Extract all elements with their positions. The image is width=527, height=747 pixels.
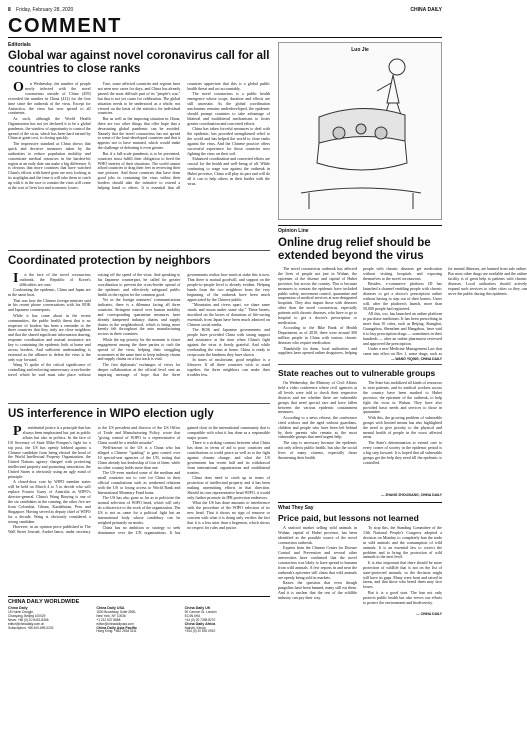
paragraph: According to the Bike Bank of Health Department, as of 2018, there were around 300 million people in China with various chronic diseases who require medication. <box>278 325 357 346</box>
paragraph: It is also important that there should be more protection of wildlife that is not on the list of state-protected animals, so the decision might still have its gaps. Many were born and raised in farms, and that those who breed them may face losses. <box>363 559 442 590</box>
paragraph: China has no ambition or strategy to seek dominance over the UN organizations. It has gained clout in the international community that is compatible with what it has done as a responsible major power. <box>97 425 270 536</box>
cartoon-body <box>387 75 399 103</box>
price-kicker: What They Say <box>278 502 442 511</box>
paragraph: The US-even marked some of the medium and small countries not to vote for China in their official consultations such as weakened relations with the US or losing access to World Bank and International Monetary Fund loans. <box>97 470 181 495</box>
price-byline: — CHINA DAILY <box>416 612 442 616</box>
editorial-article <box>8 50 270 246</box>
cartoon-ground <box>301 188 421 193</box>
section-title: COMMENT <box>8 15 122 37</box>
paragraph: All this, too, has launched an online platform to purchase medicines. It has been prescribing in more than 10 cities, such as Beijing, Shanghai, Guangzhou, Shenzhen and Hangzhou, have said it to buy prescription drugs — sometimes in their hundreds — after an online pharmacist reviewed and approved the prescription. <box>363 311 442 346</box>
paragraph: What the US has done amounts to interference with the procedure of the WIPO selection of its new head. That it shows no sign of remorse or concern with what it is doing only verifies the fact that it is a less utter than a hegemon, which shows no respect for rules and justice. <box>187 500 270 530</box>
cartoon-drawing <box>279 43 443 221</box>
paragraph: But it is a good start. The ban not only protects public health but also serves our efforts to protect the environment and biodiversity. <box>363 589 442 605</box>
editorial-body <box>8 273 270 399</box>
paragraph: In times of misfortune, good neighbor is a lifesaver. If all three countries wish to stand together, the three neighbors can make their troubles less. <box>187 356 270 377</box>
paragraph: The novel coronavirus outbreak has affected the lives of people not just in Wuhan, the epicenter of the disease and capital of Hubei province, but across the country. This is because measures to contain the epidemic have included public safety, movement control, quarantine and suspension of medical services at non-designated hospitals. They also impact those with diseases other than the novel coronavirus, especially patients with chronic diseases, who have to go to hospital to get a doctor's prescription or medication. <box>278 266 357 325</box>
office-line: editor@chinadaily.com.cn <box>8 621 45 626</box>
left-column <box>8 42 270 634</box>
paragraph: The impressive standard at China shows that quick and decisive measures taken by the authorities to reduce population mobility and concentrate medical resources in the hardest-hit region at an early date can make a big difference. It is obvious that more countries that have watched China's efforts with bated gone are now looking at its stoplights and the time it will take them to catch up with it in the race to contain the virus will come at the cost of lives lost and economic losses. <box>8 140 91 191</box>
paragraph: Yet as the foreign ministers' communications indicates, there is a dilemma facing all three countries. Stringent control over human mobility and corresponding quarantine measures have already dampened industry chains and supply chains in the neighborhood, which is being more keenly felt throughout the auto manufacturing sectors in three countries. <box>97 297 181 337</box>
office-line: +44 (0) 20 7398 8270 <box>184 617 216 622</box>
cartoon-bubble <box>333 127 345 139</box>
office-name: China Daily USA <box>96 606 125 610</box>
office-line: New York, NY 10036 <box>96 613 126 618</box>
price-headline: Price paid, but lessons not learned <box>278 513 419 523</box>
office-line: +254 (0) 20 692 0910 <box>184 629 216 634</box>
paragraph: Wang Yi spoke of the critical significance of controlling and enforcing unnecessary cross-border travel which he said must take place without cutting off the speed of the virus. And speaking to his Japanese counterpart, he called for greater coordination to prevent the cross-border spread of the epidemic and effectively safeguard public health in the region for the common good. <box>8 272 181 378</box>
price-body <box>278 526 442 612</box>
office-block <box>8 607 93 634</box>
paragraph: The US has also gone so far as to politicize the normal selection of WIPO head, which will only do a disservice to the work of the organization. The US is not as came for a political fight but an international body whose candidacy can be weighed primarily on merits. <box>97 495 181 525</box>
office-line: Nairobi, Kenya <box>184 625 206 630</box>
paragraph: But if a full-scale pandemic is to be prevented, countries must fulfill their obligation to heed the WHO interest of their situations. The world cannot afford countries to drag their feet in reviewing their true pictures. And those countries that have done good jobs in containing the virus within their borders should take the initiative to extend a helping hand to others. It is essential that all countries appreciate that this is a global public health threat and act accountably. <box>97 81 270 191</box>
page-date: Friday, February 28, 2020 <box>16 7 74 13</box>
paragraph: There is a striking contrast between what China has done, in terms of aid to poor countries and contributions to world peace as well as to the fight against climate change, and what the US government has recent half and its withdrawal from international organizations and multilateral treaties. <box>187 440 270 475</box>
paragraph: The ROK and Japanese governments and people have provided China with strong support and assistance at the time when China's fight against the virus is firmly grateful. And while overhauling the virus at home, China is ready to reciprocate the kindness they have shown. <box>187 326 270 357</box>
paragraph: Raises the question that even though pangolins have been banned, many still eat them. And it is unclear that the rest of the wildlife industry can pay their way. <box>278 579 357 600</box>
paragraph: True, some affected countries and regions have not seen new cases for days, and China has already passed the most difficult part of its "people's war," but that is not yet cause for celebration. The global situation needs to be understood as a whole, not viewed on the basis of the statistics for individual countries. <box>97 81 181 116</box>
paragraph: The first diplomats' exchanges of views for deeper collaboration at the official level sent an inspiring message of hope that the three governments realize how much at stake this is now. That there is mutual goodwill, and support on the people-to-people level is already evident. Helping hands from the two neighbors from the very beginning of the outbreak have been much appreciated by the Chinese public. <box>97 272 270 377</box>
office-block <box>96 607 181 634</box>
office-name: China Daily <box>8 606 28 610</box>
editorial-headline: Coordinated protection by neighbors <box>8 255 211 267</box>
opinion-byline: — WANG YIQING, CHINA DAILY <box>391 357 442 361</box>
editorial-body <box>8 426 270 592</box>
office-line: 1500 Broadway, Suite 2800, <box>96 609 137 614</box>
cartoon-arm <box>377 83 391 91</box>
state-headline: State reaches out to vulnerable groups <box>278 368 436 378</box>
section-masthead <box>8 14 442 38</box>
cartoon-bowl-side <box>317 141 407 170</box>
office-name: China Daily Asia Pacific <box>96 625 137 630</box>
page-folio <box>8 6 442 14</box>
cartoon-post <box>309 193 413 209</box>
paragraph: Experts from the Chinese Center for Disease Control and Prevention and several other universities have confirmed that the novel coronavirus was likely to have spread to humans from wild animals. A few reports in and near the outbreak's epicenter still claim that wild animals are openly being sold in markets. <box>278 545 357 580</box>
paragraph: The State's determination to extend care to every corner of society in the epidemic period is a big step forward. It is hoped that all vulnerable groups get the help they need till the epidemic is controlled. <box>363 439 442 465</box>
paragraph: According to a news release, the conference cited widows and the aged without guardians, children and people who have been left behind by their parents who remain as the most vulnerable groups that need urgent help. <box>278 414 357 440</box>
paragraph: A closed-door vote by WIPO member states will be held on March 4 to 5 to decide who will replace Francis Gurry of Australia as WIPO's director-general. China's Wang Binying is one of the six candidates in the running, the other five are from Colombia, Ghana, Kazakhstan, Peru and Singapore. Having served as deputy chief of WIPO for a decade, Wang is obviously considered a strong candidate. <box>8 479 91 524</box>
footer-title: CHINA DAILY WORLDWIDE <box>8 599 80 605</box>
office-line: editor@chinadailyusa.com <box>96 621 134 626</box>
opinion-kicker: Opinion Line <box>278 225 442 234</box>
paragraph: While it has come about in the recent communities, the public health threat that is no respecter of borders has been a reminder to the three countries that they truly are close neighbors and that the shared significant information sharing, response coordination and mutual assistance are key to containing the epidemic both at home and across borders. And sufficient understanding is essential as the alliance to defeat the virus is the only way forward. <box>8 312 91 362</box>
right-column <box>278 42 527 616</box>
worldwide-footer <box>8 596 270 634</box>
editorial-headline: Global war against novel coronavirus call for all countries to close ranks <box>8 50 270 75</box>
paragraph: To stop this, the Standing Committee of the 13th National People's Congress adopted a decision on Monday to completely ban the trade in wild animals and the consumption of wild animals. It is an essential law to correct the problem and to bring the protection of wild animals to the next level. <box>363 525 442 560</box>
paragraph: A seafood market selling wild animals in Wuhan, capital of Hubei province, has been identified as the possible source of the novel coronavirus outbreak. <box>278 525 357 545</box>
office-line: News: +86 (0) 10 6491-8366 <box>8 617 49 622</box>
page-number: 8 <box>8 7 11 13</box>
cartoon-head <box>389 59 405 75</box>
paragraph: Well-known to the US is a China who has alleged a Chinese "quisling" to gain control over 10 special-seat agencies of the UN, noting that China already has leadership of four of them, while no other country holds more than one. <box>97 445 181 470</box>
office-line: Subscription: +86 400-699-0203 <box>8 625 54 630</box>
paragraph: Confronting the epidemic, China and Japan are in the same boat. <box>8 287 91 298</box>
divider <box>8 403 270 404</box>
office-line: EC4N 6HA <box>184 613 201 618</box>
divider <box>8 250 270 251</box>
paragraph: The novel coronavirus is a public health emergence whose scope, duration and effects are still uncertain. As the global coordination mechanism remains underdeveloped, the epidemic should prompt countries to take advantage of bilateral and multilateral mechanisms to foster greater coordination and concerted efforts. <box>187 91 270 126</box>
cartoon-bubble <box>356 124 366 134</box>
paragraph: But as well as the imposing situation in China, there are two other things that offer hope that a devastating global pandemic can be avoided. Namely that the novel coronavirus has not spread to some of the least-developed countries and that it appears not to have mutated, which would make the challenge of defeating it even greater. <box>97 115 181 151</box>
paragraph: China does need to catch up in terms of protection of intellectual property and it has been making unremitting efforts in that direction. Should its own representative head WIPO, it would only further promote its IPR protection endeavors. <box>187 475 270 500</box>
editorial-article <box>8 408 270 592</box>
cartoon-credit: Luo Jie <box>351 47 369 53</box>
editorials-kicker: Editorials <box>8 42 31 48</box>
paragraph: "Mountains and rivers apart, we share same winds and moon under same sky." These hearts, inscribed on the boxes of donations of life-saving essentials from Japan have been much admired on Chinese social media. <box>187 301 270 327</box>
editorial-cartoon <box>278 42 442 220</box>
paragraph: As such, although the World Health Organization has not yet declared it to be a global pandemic, the window of opportunity to control the spread of the virus, which has been hard earned by China at great cost, is closing quickly. <box>8 115 91 141</box>
paragraph: That was how the Chinese foreign minister said in his recent phone conversations with his ROK and Japanese counterparts. <box>8 297 91 313</box>
opinion-body <box>278 266 527 357</box>
state-body <box>278 381 442 493</box>
paragraph: Thankfully for them, local authorities and suppliers have opened online drugstores, helping people with chronic diseases get medication without visiting hospitals and exposing themselves to the novel coronavirus. <box>278 266 442 356</box>
office-line: Chaoyang, Beijing 100029 <box>8 613 46 618</box>
paragraph: However, in an opinion piece published in The Wall Street Journal, Andrei Iancu, under secretary to the US president and director of the US Office of Trade and Manufacturing Policy, wrote that "giving control of WIPO to a representative of China would be a terrible mistake". <box>8 425 181 535</box>
office-line: Hong Kong: +852 2518 5111 <box>96 629 137 634</box>
editorial-headline: US interference in WIPO election ugly <box>8 408 214 420</box>
paragraph: The State has mobilized all kinds of resources to treat patients, and its medical workers across the country have been marked to Hubei province, the epicenter of the outbreak, to help fight the virus in Wuhan. They have also provided basic needs and services to those in quarantine. <box>363 380 442 415</box>
paragraph: Besides, e-commerce platform JD has launched a channel enabling people with chronic diseases to get a doctor's prescription online without having to step out of their homes. Users will, after the platform's launch, more than 50,000 people had registered. <box>363 281 442 311</box>
state-article <box>278 364 442 497</box>
office-block <box>185 607 270 634</box>
paragraph: Presidential justice is a principle that has always been emphasized but just in public affairs but also in politics. In the face of US Secretary of State Mike Pompeo's fight for a top post, the US has openly lobbied against a Chinese candidate from being elected the head of the World Intellectual Property Organization, the United Nations agency charged with protecting intellectual property and promoting innovation, the United States is obviously using an ugly mind of principle. <box>8 424 91 480</box>
office-name: China Daily UK <box>184 606 211 610</box>
office-line: 15 Huixin Dongjie, <box>8 609 34 614</box>
opinion-headline: Online drug relief should be extended beyond the virus <box>278 237 431 262</box>
paragraph: On Wednesday, the Ministry of Civil Affairs held a video conference where civil agencies at all levels were told to check their respective districts and see whether there are vulnerable groups that need special care and have fallen between the various epidemic containment measures. <box>278 380 357 415</box>
paragraph: In the face of the novel coronavirus outbreak, the Republic of Korea's difficulties are ours. <box>13 271 91 287</box>
paper-name: CHINA DAILY <box>410 7 442 13</box>
paragraph: While the top priority for the moment is closer engagement among the three parties to curb the spread of the virus, helping their struggling economies at the same time to keep industry chains and supply chains on a fast track is vital. <box>97 336 181 362</box>
state-byline: — ZHANG ZHOUXIANG, CHINA DAILY <box>381 493 442 497</box>
paragraph: Under a new Medicine Management Law that came into effect on Dec 1, some drugs, such as for mental illnesses, are banned from sale online. But most other drugs are available and the online facility is of great help to patients with chronic diseases. Local authorities should actively expand such services to other cities so they can serve the public during this epidemic. <box>363 266 527 356</box>
paragraph: With this, the growing problem of vulnerable groups with limited means has also highlighted the need to give priority to the physical and mental health of people in the worst affected areas. <box>363 414 442 440</box>
paragraph: China has taken forceful measures to deal with the epidemic, has provided strengthened relief to the world and has helped the world to close ranks against the virus. And the Chinese practice offers successful experience for those countries now fighting the virus on their soil. <box>187 126 270 156</box>
office-line: 90 Cannon St, London <box>184 609 217 614</box>
editorial-article <box>8 255 270 399</box>
cartoon-bubble <box>375 127 387 139</box>
editorial-body <box>8 82 270 246</box>
paragraph: Enhanced coordination and concerted efforts are crucial for the health and well-being of all. While continuing to wage war against the outbreak in Hubei province, China will play its part and will do all it can to help others in their battles with the virus. <box>187 156 270 186</box>
footer-grid <box>8 607 270 634</box>
office-name: China Daily Africa <box>184 621 216 626</box>
office-line: +1 212 537 8888 <box>96 617 121 622</box>
paragraph: On Wednesday, the number of people newly infected with the novel coronavirus outside of China (459) exceeded the number in China (412) for the first time since the outbreak of the virus. Except for Antarctica, the virus has now spread to all continents. <box>8 80 91 116</box>
paragraph: The step is necessary because the epidemic not only affects public health, but also the social lives of many citizens, especially those threatening their health. <box>278 439 357 460</box>
